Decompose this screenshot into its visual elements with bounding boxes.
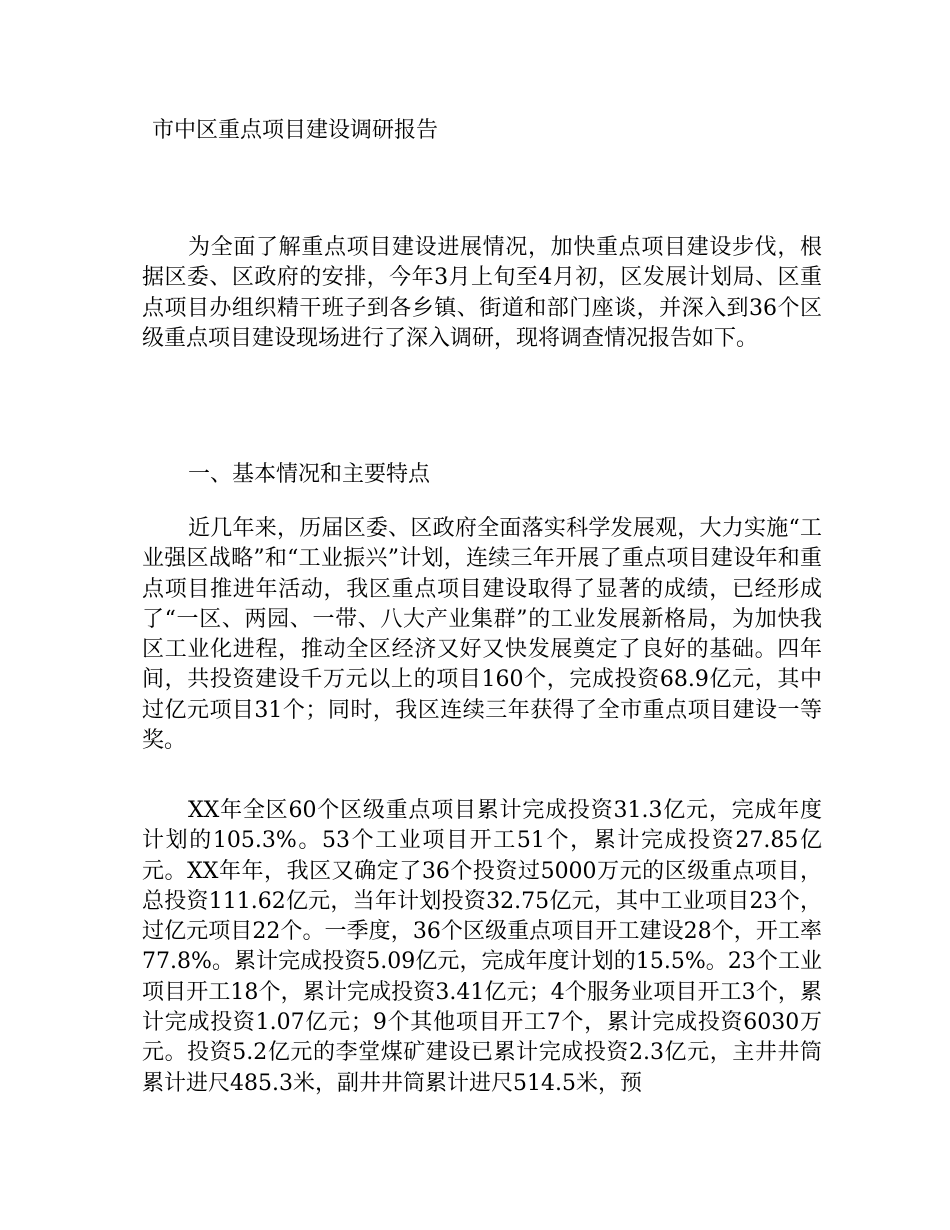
intro-paragraph: 为全面了解重点项目建设进展情况，加快重点项目建设步伐，根据区委、区政府的安排，今年3月上旬至4月初，区发展计划局、区重点项目办组织精干班子到各乡镇、街道和部门座谈，并深入到36个区级重点项目建设现场进行了深入调研，现将调查情况报告如下。 — [142, 235, 822, 351]
body-paragraph: XX年全区60个区级重点项目累计完成投资31.3亿元，完成年度计划的105.3%。53个工业项目开工51个，累计完成投资27.85亿元。XX年年，我区又确定了36个投资过5000万元的区级重点项目，总投资111.62亿元，当年计划投资32.75亿元，其中工业项目23个，过亿元项目22个。一季度，36个区级重点项目开工建设28个，开工率77.8%。累计完成投资5.09亿元，完成年度计划的15.5%。23个工业项目开工18个，累计完成投资3.41亿元；4个服务业项目开工3个，累计完成投资1.07亿元；9个其他项目开工7个，累计完成投资6030万元。投资5.2亿元的李堂煤矿建设已累计完成投资2.3亿元，主井井筒累计进尺485.3米，副井井筒累计进尺514.5米，预 — [142, 798, 822, 1096]
document-title: 市中区重点项目建设调研报告 — [152, 118, 439, 143]
body-paragraph: 近几年来，历届区委、区政府全面落实科学发展观，大力实施“工业强区战略”和“工业振兴”计划，连续三年开展了重点项目建设年和重点项目推进年活动，我区重点项目建设取得了显著的成绩，已经形成了“一区、两园、一带、八大产业集群”的工业发展新格局，为加快我区工业化进程，推动全区经济又好又快发展奠定了良好的基础。四年间，共投资建设千万元以上的项目160个，完成投资68.9亿元，其中过亿元项目31个；同时，我区连续三年获得了全市重点项目建设一等奖。 — [142, 516, 822, 754]
section-heading: 一、基本情况和主要特点 — [188, 462, 431, 487]
